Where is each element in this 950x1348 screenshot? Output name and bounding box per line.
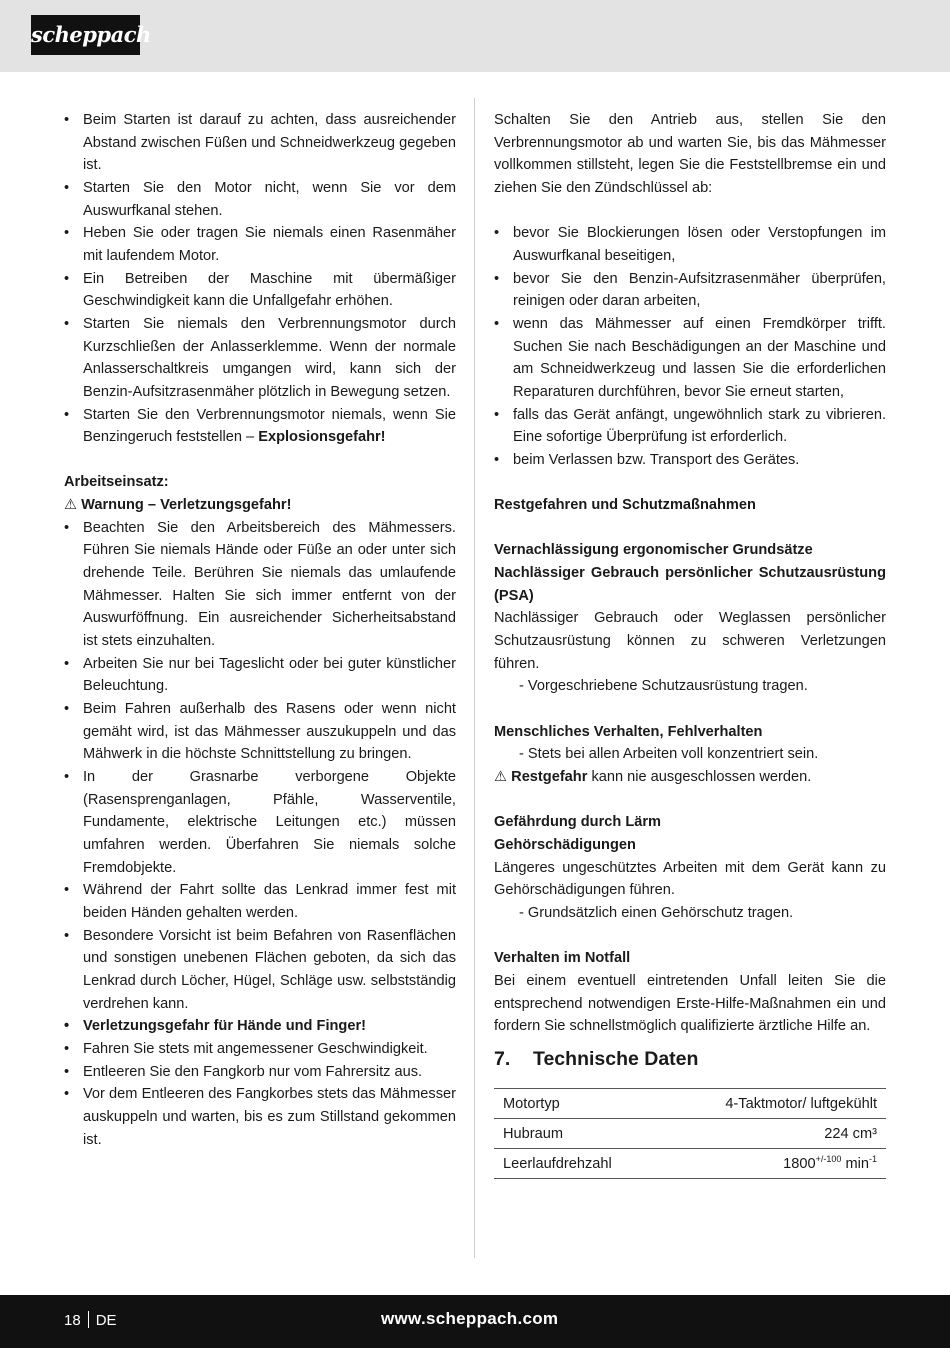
idle-speed: 1800 (783, 1155, 816, 1172)
noise-text: Längeres ungeschütztes Arbeiten mit dem Gerät kann zu Gehörschädigungen führen. (494, 859, 886, 899)
noise-heading: Gefährdung durch Lärm (494, 814, 662, 831)
spec-value: 224 cm³ (662, 1119, 886, 1149)
list-item: • Heben Sie oder tragen Sie niemals einen Rasenmäher mit laufendem Motor. (64, 222, 456, 267)
spec-label: Motortyp (494, 1089, 662, 1119)
list-item: • beim Verlassen bzw. Transport des Gerätes. (494, 449, 886, 472)
section-title (494, 1048, 886, 1071)
page-indicator (64, 1311, 117, 1329)
page-footer (0, 1295, 950, 1348)
gas-warning-text: Starten Sie den Verbrennungsmotor niemals, wenn Sie Benzingeruch feststellen – (83, 406, 456, 446)
page-number: 18 (64, 1312, 81, 1329)
residual-heading: Restgefahren und Schutzmaßnahmen (494, 497, 756, 514)
residual-risk-note (494, 766, 886, 789)
table-row (494, 1119, 886, 1149)
stop-intro: Schalten Sie den Antrieb aus, stellen Sie den Verbrennungsmotor ab und warten Sie, bis das Mähmesser vollkommen stillsteht, legen Sie die Feststellbremse ein und ziehen Sie den Zündschlüssel ab: (494, 112, 886, 196)
list-item: • Ein Betreiben der Maschine mit übermäßiger Geschwindigkeit kann die Unfallgefahr erhöhen. (64, 268, 456, 313)
residual-risk-text: kann nie ausgeschlossen werden. (587, 768, 812, 785)
ergonomic-heading: Vernachlässigung ergonomischer Grundsätze (494, 542, 813, 559)
list-item-gas-warning (64, 404, 456, 449)
column-divider (474, 98, 475, 1258)
ppe-measure: - Vorgeschriebene Schutzausrüstung tragen. (519, 678, 808, 695)
list-item: • Arbeiten Sie nur bei Tageslicht oder bei guter künstlicher Beleuchtung. (64, 653, 456, 698)
list-item: • Fahren Sie stets mit angemessener Geschwindigkeit. (64, 1038, 456, 1061)
injury-warning-text: Warnung – Verletzungsgefahr! (81, 497, 292, 514)
hearing-heading: Gehörschädigungen (494, 836, 636, 853)
idle-unit-exponent: -1 (868, 1153, 877, 1164)
list-item: • Beachten Sie den Arbeitsbereich des Mähmessers. Führen Sie niemals Hände oder Füße an oder unter sich drehende Teile. Berühren Sie niemals das umlaufende Mähmesser. Halten Sie sich immer entfernt von der Auswurföffnung. Ein ausreichender Sicherheitsabstand ist stets einzuhalten. (64, 517, 456, 653)
human-behaviour-heading: Menschliches Verhalten, Fehlverhalten (494, 723, 763, 740)
language-code: DE (95, 1312, 117, 1329)
website-url: www.scheppach.com (381, 1309, 559, 1328)
list-item: • Starten Sie niemals den Verbrennungsmotor durch Kurzschließen der Anlasserklemme. Wenn der normale Anlasserschaltkreis umgangen wird, kann sich der Benzin-Aufsitzrasenmäher plötzlich in Bewegung setzen. (64, 313, 456, 404)
spec-table (494, 1088, 886, 1179)
section-title-text: Technische Daten (533, 1047, 699, 1070)
idle-tolerance: +/-100 (815, 1153, 842, 1164)
list-item: • falls das Gerät anfängt, ungewöhnlich stark zu vibrieren. Eine sofortige Überprüfung ist erforderlich. (494, 404, 886, 449)
spec-label: Leerlaufdrehzahl (494, 1149, 662, 1179)
list-item: • Besondere Vorsicht ist beim Befahren von Rasenflächen und sonstigen unebenen Flächen geboten, da sich das Lenkrad durch Löcher, Hügel, Schläge usw. selbstständig verdrehen kann. (64, 925, 456, 1016)
list-item: • Während der Fahrt sollte das Lenkrad immer fest mit beiden Händen gehalten werden. (64, 879, 456, 924)
list-item: • Entleeren Sie den Fangkorb nur vom Fahrersitz aus. (64, 1061, 456, 1084)
list-item-hand-warning: • Verletzungsgefahr für Hände und Finger! (64, 1015, 456, 1038)
injury-warning (64, 494, 456, 517)
right-column (494, 109, 886, 1179)
warning-triangle-icon: ⚠ (64, 497, 78, 514)
ppe-text: Nachlässiger Gebrauch oder Weglassen persönlicher Schutzausrüstung können zu schweren Verletzungen führen. (494, 610, 886, 672)
left-column (64, 109, 456, 1151)
list-item: • Starten Sie den Motor nicht, wenn Sie vor dem Auswurfkanal stehen. (64, 177, 456, 222)
list-item: • wenn das Mähmesser auf einen Fremdkörper trifft. Suchen Sie nach Beschädigungen an der Maschine und am Schneidwerkzeug und lassen Sie die erforderlichen Reparaturen durchführen, bevor Sie erneut starten, (494, 313, 886, 404)
list-item: • Beim Fahren außerhalb des Rasens oder wenn nicht gemäht wird, ist das Mähmesser auszukuppeln und das Mähwerk in die höchste Schnittstellung zu bringen. (64, 698, 456, 766)
emergency-text: Bei einem eventuell eintretenden Unfall leiten Sie die entsprechend notwendigen Erste-Hilfe-Maßnahmen ein und fordern Sie schnellstmöglich qualifizierte ärztliche Hilfe an. (494, 972, 886, 1035)
list-item: • bevor Sie den Benzin-Aufsitzrasenmäher überprüfen, reinigen oder daran arbeiten, (494, 268, 886, 313)
scheppach-logo: scheppach (31, 15, 140, 55)
spec-value: 4-Taktmotor/ luftgekühlt (662, 1089, 886, 1119)
spec-label: Hubraum (494, 1119, 662, 1149)
list-item: • bevor Sie Blockierungen lösen oder Verstopfungen im Auswurfkanal beseitigen, (494, 222, 886, 267)
spec-value (662, 1149, 886, 1179)
explosion-warning: Explosionsgefahr! (258, 429, 386, 446)
emergency-heading: Verhalten im Notfall (494, 950, 631, 967)
residual-risk-bold: Restgefahr (511, 768, 588, 785)
idle-unit: min (841, 1155, 869, 1172)
table-row (494, 1149, 886, 1179)
warning-triangle-icon: ⚠ (494, 768, 508, 785)
noise-measure: - Grundsätzlich einen Gehörschutz tragen. (519, 904, 794, 921)
table-row (494, 1089, 886, 1119)
list-item: • Beim Starten ist darauf zu achten, dass ausreichender Abstand zwischen Füßen und Schneidwerkzeug gegeben ist. (64, 109, 456, 177)
list-item: • Vor dem Entleeren des Fangkorbes stets das Mähmesser auskuppeln und warten, bis es zum Stillstand gekommen ist. (64, 1083, 456, 1151)
work-heading: Arbeitseinsatz: (64, 474, 169, 491)
page-header (0, 0, 950, 72)
list-item: • In der Grasnarbe verborgene Objekte (Rasensprenganlagen, Pfähle, Wasserventile, Fundamente, elektrische Leitungen etc.) müssen umfahren werden. Überfahren Sie niemals solche Fremdobjekte. (64, 766, 456, 879)
ppe-heading: Nachlässiger Gebrauch persönlicher Schutzausrüstung (PSA) (494, 565, 886, 604)
human-behaviour-measure: - Stets bei allen Arbeiten voll konzentriert sein. (519, 746, 819, 763)
section-number: 7. (494, 1047, 511, 1070)
